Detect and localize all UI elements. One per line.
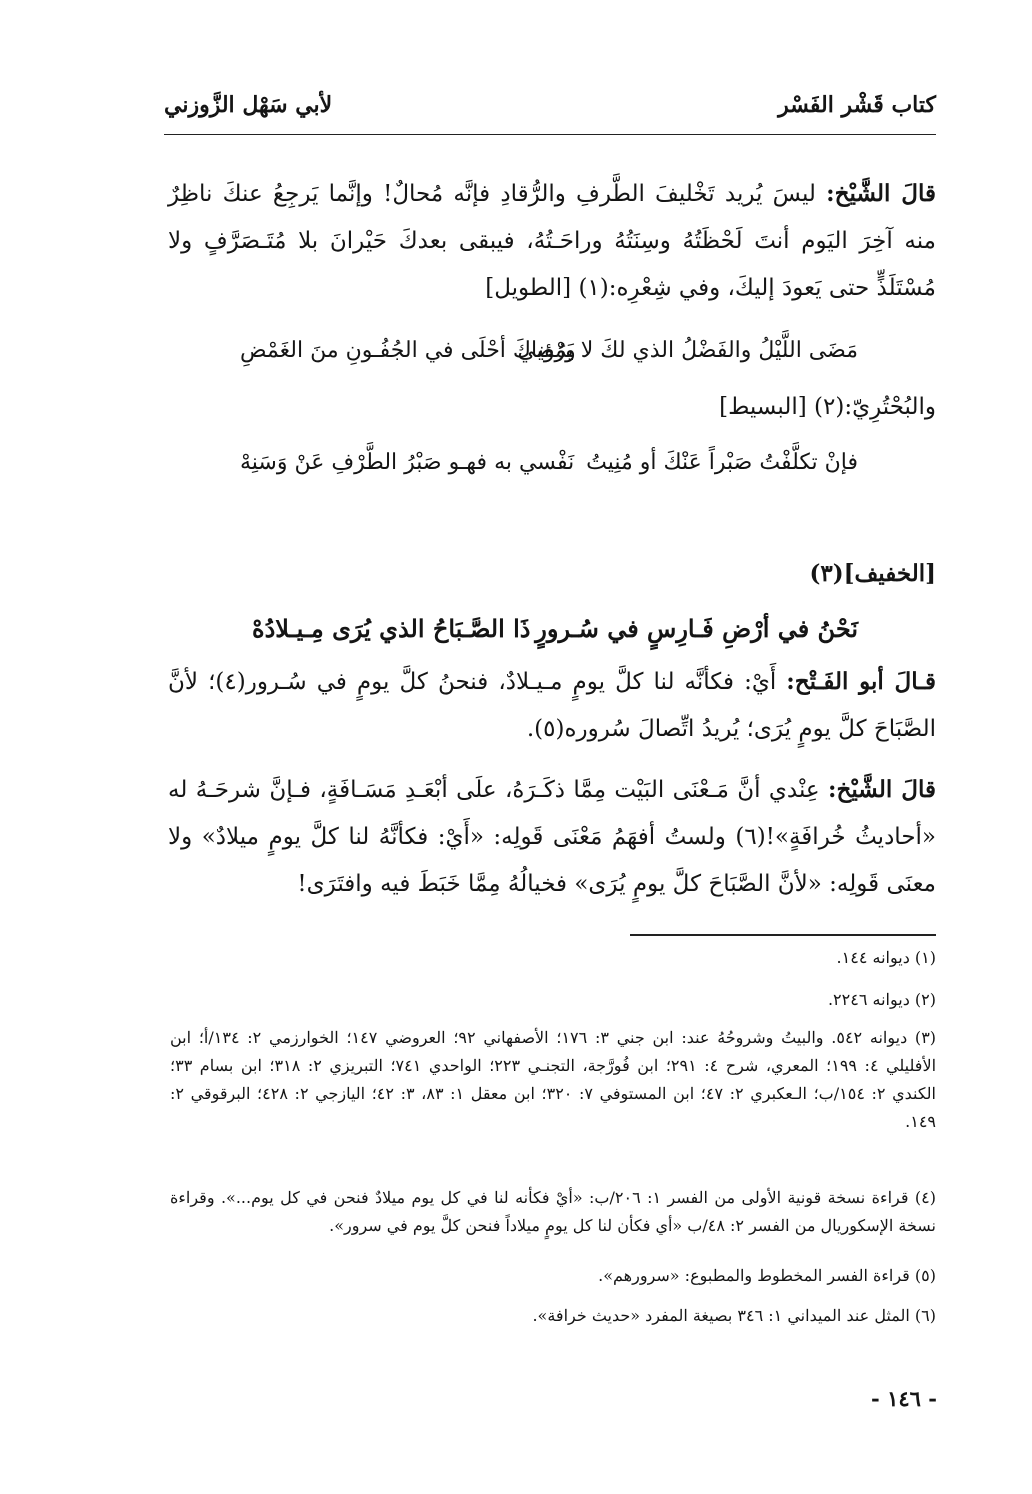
bohtori-line (168, 394, 936, 420)
meter-text: [الخفيف](٣) (809, 560, 936, 587)
footnote-1: (١) ديوانه ١٤٤. (836, 948, 936, 967)
verse-hemistich-left: نَفْسي به فهـو صَبْرُ الطَّرْفِ عَنْ وَسَنِهْ (240, 450, 575, 475)
verse-hemistich-right: مَضَى اللَّيْلُ والفَضْلُ الذي لكَ لا يَمْضي (517, 338, 858, 363)
paragraph-text: أَيْ: فكأنَّه لنا كلَّ يومٍ مـيـلادٌ، فنحنُ كلَّ يومٍ في سُـرور(٤)؛ لأنَّ الصَّبَاحَ كلَّ يومٍ يُرَى؛ يُريدُ اتِّصالَ سُروره(٥). (168, 669, 936, 742)
bohtori-intro: والبُحْتُرِيّ:(٢) [البسيط] (719, 394, 936, 420)
verse-hemistich-left: ورُؤياكَ أحْلَى في الجُفُـونِ منَ الغَمْضِ (240, 338, 576, 363)
footnote-5: (٥) قراءة الفسر المخطوط والمطبوع: «سرورهم». (598, 1266, 936, 1285)
paragraph-sheikh-2 (168, 766, 936, 908)
footnote-4: (٤) قراءة نسخة قونية الأولى من الفسر ١: ٢٠٦/ب: «أيْ فكأنه لنا في كل يوم ميلادٌ فنحن في كل يوم...». وقراءة نسخة الإسكوريال من الفسر ٢: ٤٨/ب «أي فكأن لنا كل يومٍ ميلاداً فنحن كلَّ يوم في سرور». (170, 1188, 936, 1235)
verse-3 (168, 614, 936, 658)
author-name: لأبي سَهْل الزَّوزني (164, 92, 333, 118)
footnote-2: (٢) ديوانه ٢٢٤٦. (827, 990, 936, 1009)
page-number: - ١٤٦ - (871, 1386, 937, 1411)
footnote-6: (٦) المثل عند الميداني ١: ٣٤٦ بصيغة المفرد «حديث خرافة». (532, 1306, 936, 1325)
paragraph-text: ليسَ يُريد تَخْليفَ الطَّرفِ والرُّقادِ فإنَّه مُحالٌ! وإنَّما يَرجِعُ عنكَ ناظِرٌ منه آخِرَ اليَوم أنتَ لَحْظَتُهُ وسِنَتُهُ وراحَـتُهُ، فيبقى بعدكَ حَيْرانَ بلا مُتَـصَرَّفٍ ولا مُسْتَلَذٍّ حتى يَعودَ إليكَ، وفي شِعْرِه:(١) [الطويل] (168, 181, 936, 301)
speaker-label: قـالَ أبو الفَـتْح: (786, 668, 937, 695)
verse-2 (168, 450, 936, 490)
paragraph-sheikh-1 (168, 170, 936, 312)
verse-hemistich-right: فإنْ تكلَّفْتُ صَبْراً عَنْكَ أو مُنِيتُ (586, 450, 858, 475)
footnote-3: (٣) ديوانه ٥٤٢. والبيتُ وشروحُهُ عند: ابن جني ٣: ١٧٦؛ الأصفهاني ٩٢؛ العروضي ١٤٧؛ الخوارزمي ٢: ١٣٤/أ؛ ابن الأفليلي ٤: ١٩٩؛ المعري، شرح ٤: ٢٩١؛ ابن فُورَّجة، التجنـي ٢٢٣؛ الواحدي ٧٤١؛ التبريزي ٢: ٣١٨؛ ابن بسام ٣٣؛ الكندي ٢: ١٥٤/ب؛ الـعكبري ٢: ٤٧؛ ابن المستوفي ٧: ٣٢٠؛ ابن معقل ١: ٨٣، ٣: ٤٢؛ اليازجي ٢: ٤٢٨؛ البرقوقي ٢: ١٤٩. (170, 1028, 937, 1131)
speaker-label: قالَ الشَّيْخ: (826, 180, 936, 207)
running-header (164, 92, 936, 132)
book-title: كتاب قَشْر الفَسْر (778, 92, 936, 118)
verse-hemistich-right: نَحْنُ في أرْضِ فَـارِسٍ في سُـرورٍ (535, 614, 858, 643)
header-rule (164, 134, 936, 135)
paragraph-abulfath (168, 658, 936, 753)
paragraph-text: عِنْدي أنَّ مَـعْنَى البَيْت مِمَّا ذكَـرَهُ، علَى أبْعَـدِ مَسَـافَةٍ، فـإنَّ شرحَـهُ له «أحاديثُ خُرافَةٍ»!(٦) ولستُ أفهَمُ مَعْنَى قَولِه: «أَيْ: فكأنَّهُ لنا كلَّ يومٍ ميلادٌ» ولا معنَى قَولِه: «لأنَّ الصَّبَاحَ كلَّ يومٍ يُرَى» فخيالُهُ مِمَّا خَبَطَ فيه وافتَرَى! (168, 777, 936, 897)
verse-hemistich-left: ذَا الصَّـبَاحُ الذي يُرَى مِـيـلادُهْ (252, 614, 531, 643)
verse-1 (168, 338, 936, 378)
meter-label-khafif (168, 560, 936, 587)
footnote-rule (630, 934, 936, 936)
speaker-label: قالَ الشَّيْخ: (828, 776, 937, 803)
